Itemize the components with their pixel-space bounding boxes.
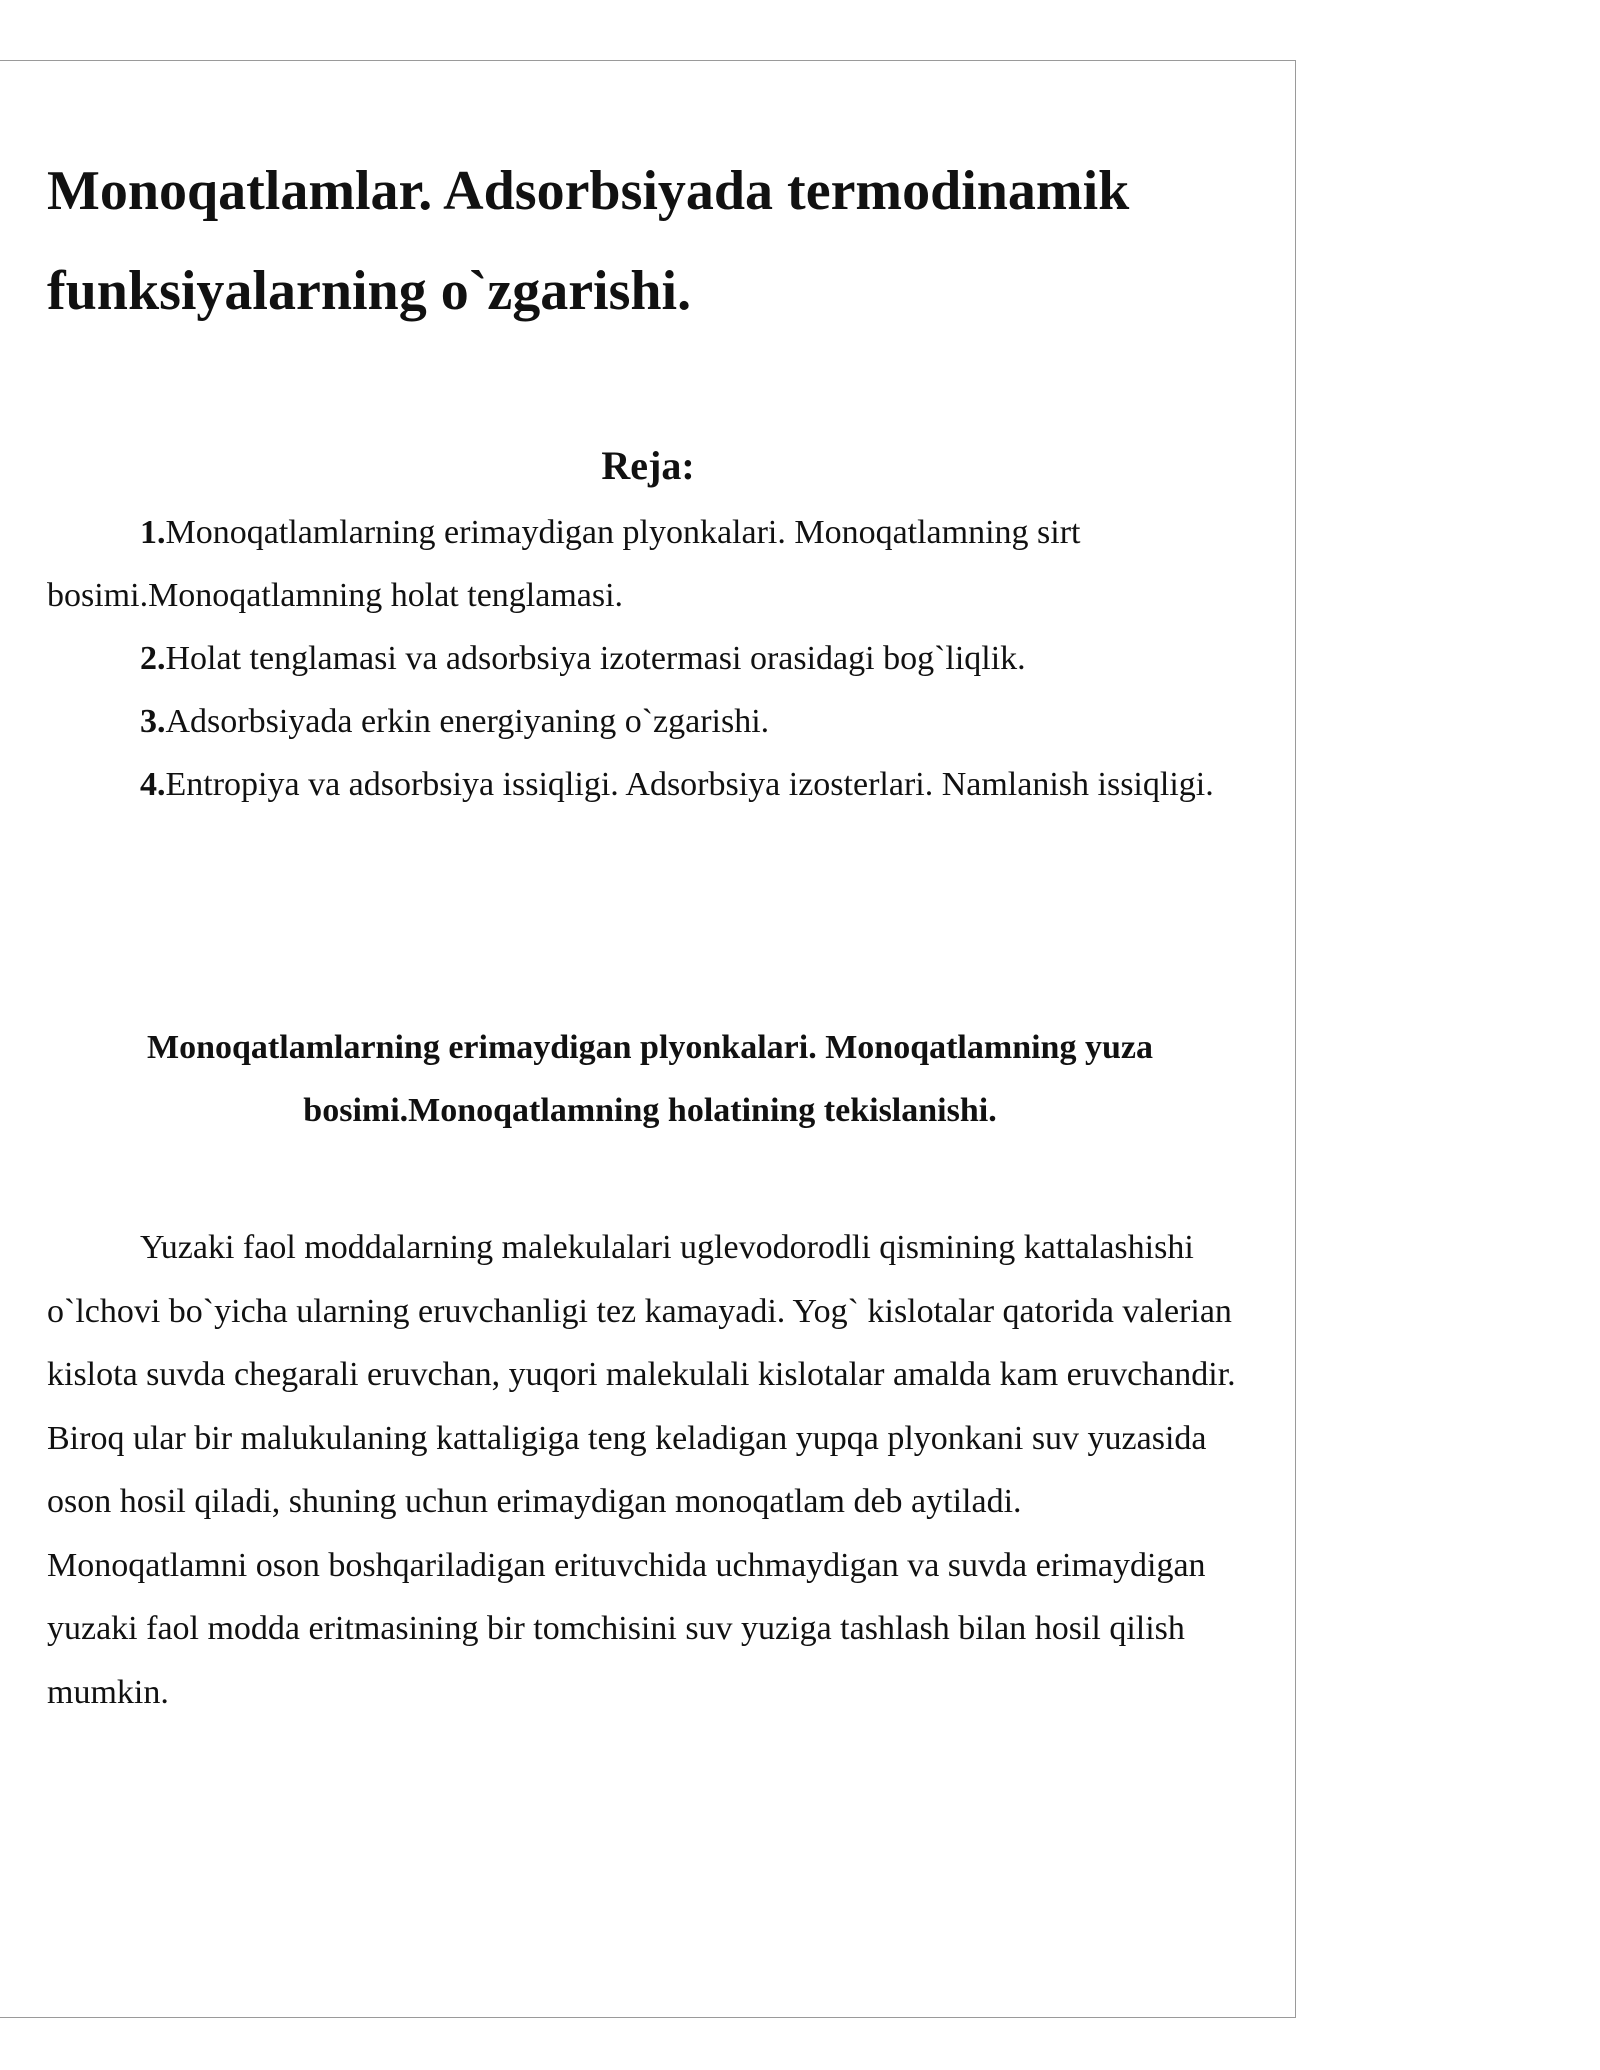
- document-title: Monoqatlamlar. Adsorbsiyada termodinamik funksiyalarning o`zgarishi.: [47, 160, 1130, 322]
- plan-item-text: Adsorbsiyada erkin energiyaning o`zgarishi.: [165, 703, 770, 740]
- plan-item-number: 1.: [140, 514, 166, 551]
- document-page: [0, 60, 1296, 2018]
- plan-heading: Reja:: [601, 443, 695, 488]
- plan-item-number: 3.: [140, 703, 166, 740]
- plan-item: [47, 627, 1247, 690]
- paragraph: Monoqatlamni oson boshqariladigan erituvchida uchmaydigan va suvda erimaydigan yuzaki faol modda eritmasining bir tomchisini suv yuziga tashlash bilan hosil qilish mumkin.: [47, 1546, 1206, 1711]
- plan-item: [47, 753, 1247, 816]
- plan-item-number: 2.: [140, 640, 166, 677]
- plan-list: [47, 501, 1247, 816]
- plan-item-number: 4.: [140, 766, 166, 803]
- body-text: [47, 1216, 1247, 1724]
- paragraph: Yuzaki faol moddalarning malekulalari uglevodorodli qismining kattalashishi o`lchovi bo`yicha ularning eruvchanligi tez kamayadi. Yog` kislotalar qatorida valerian kislota suvda chegarali eruvchan, yuqori malekulali kislotalar amalda kam eruvchandir. Biroq ular bir malukulaning kattaligiga teng keladigan yupqa plyonkani suv yuzasida oson hosil qiladi, shuning uchun erimaydigan monoqatlam deb aytiladi.: [47, 1229, 1236, 1520]
- plan-item-text: Holat tenglamasi va adsorbsiya izotermasi orasidagi bog`liqlik.: [165, 640, 1026, 677]
- section-heading: Monoqatlamlarning erimaydigan plyonkalari. Monoqatlamning yuza bosimi.Monoqatlamning holatining tekislanishi.: [147, 1029, 1153, 1129]
- plan-item: [47, 501, 1247, 627]
- plan-item-text: Entropiya va adsorbsiya issiqligi. Adsorbsiya izosterlari. Namlanish issiqligi.: [165, 766, 1214, 803]
- plan-item-text: Monoqatlamlarning erimaydigan plyonkalari. Monoqatlamning sirt bosimi.Monoqatlamning holat tenglamasi.: [47, 514, 1081, 614]
- plan-item: [47, 690, 1247, 753]
